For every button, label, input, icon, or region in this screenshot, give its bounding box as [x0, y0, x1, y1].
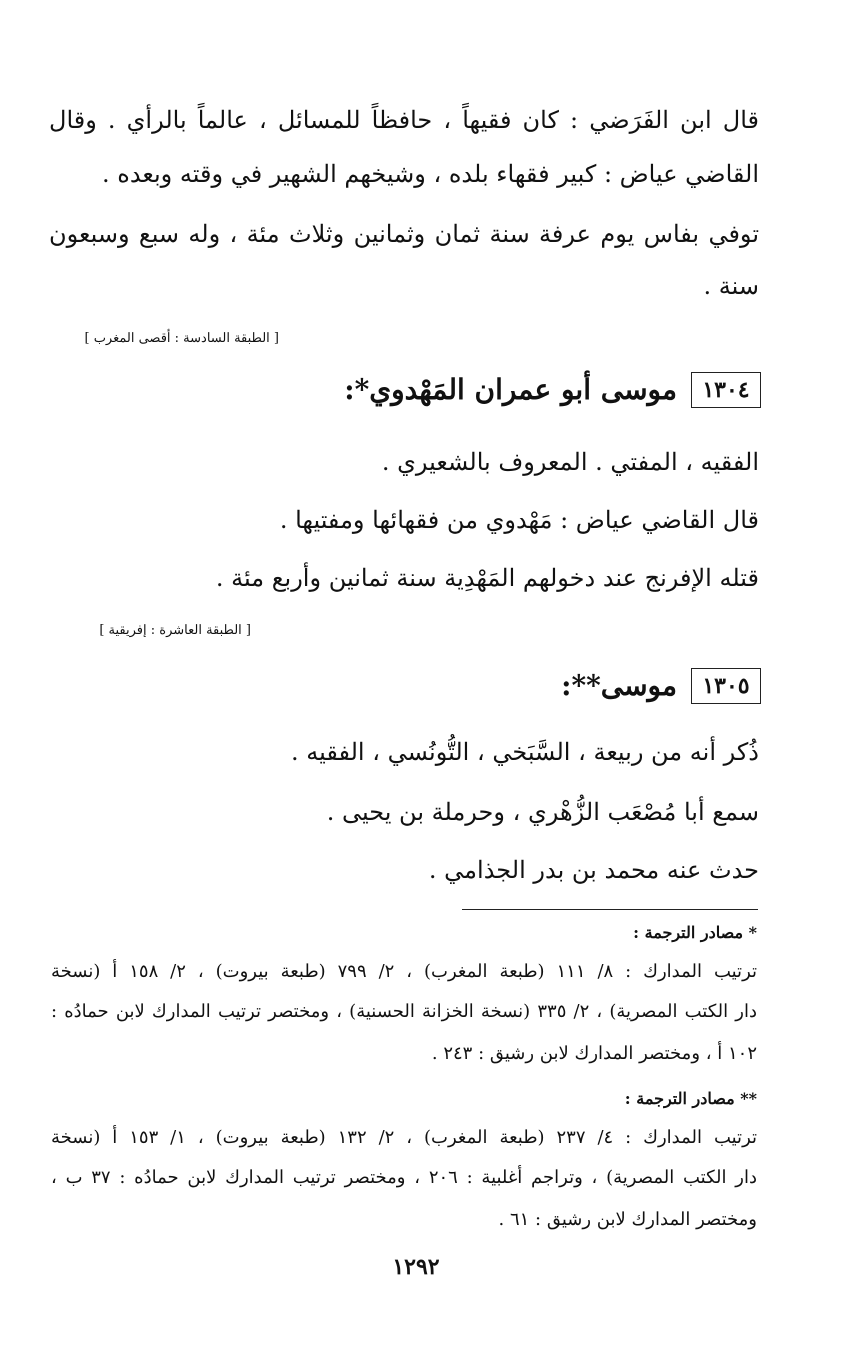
footnote-1-line-1: ترتيب المدارك : ٨/ ١١١ (طبعة المغرب) ، ٢/ ٧٩٩ (طبعة بيروت) ، ٢/ ١٥٨ أ (نسخة [51, 961, 758, 982]
footnote-1-heading: * مصادر الترجمة : [633, 923, 757, 942]
entry-1305-heading [561, 666, 761, 706]
intro-line-3: توفي بفاس يوم عرفة سنة ثمان وثمانين وثلاث مئة ، وله سبع وسبعون [49, 220, 759, 248]
entry-number: ١٣٠٤ [691, 372, 761, 408]
footnote-2-heading: ** مصادر الترجمة : [624, 1089, 757, 1108]
tabaqa-tag-1: [ الطبقة السادسة : أقصى المغرب ] [84, 331, 279, 346]
entry-1304-heading [344, 370, 761, 410]
footnote-2-line-1: ترتيب المدارك : ٤/ ٢٣٧ (طبعة المغرب) ، ٢/ ١٣٢ (طبعة بيروت) ، ١/ ١٥٣ أ (نسخة [51, 1127, 758, 1148]
entry-1305-line-1: ذُكر أنه من ربيعة ، السَّبَخي ، التُّونُسي ، الفقيه . [290, 738, 759, 766]
entry-1304-line-2: قال القاضي عياض : مَهْدوي من فقهائها ومفتيها . [279, 506, 759, 534]
entry-name: موسى أبو عمران المَهْدوي*: [344, 373, 677, 406]
footnote-2-line-2: دار الكتب المصرية) ، وتراجم أغلبية : ٢٠٦ ، ومختصر ترتيب المدارك لابن حمادُه : ٣٧ ب ، [51, 1167, 757, 1188]
footnote-1-line-3: ١٠٢ أ ، ومختصر المدارك لابن رشيق : ٢٤٣ . [431, 1043, 757, 1064]
entry-1305-line-2: سمع أبا مُصْعَب الزُّهْري ، وحرملة بن يحيى . [326, 798, 759, 826]
entry-number: ١٣٠٥ [691, 668, 761, 704]
entry-1304-line-1: الفقيه ، المفتي . المعروف بالشعيري . [381, 448, 759, 476]
entry-name: موسى**: [561, 669, 677, 702]
intro-line-2: القاضي عياض : كبير فقهاء بلده ، وشيخهم الشهير في وقته وبعده . [101, 160, 759, 188]
intro-line-4: سنة . [703, 272, 759, 300]
intro-line-1: قال ابن الفَرَضي : كان فقيهاً ، حافظاً للمسائل ، عالماً بالرأي . وقال [49, 106, 759, 134]
footnote-1-line-2: دار الكتب المصرية) ، ٢/ ٣٣٥ (نسخة الخزانة الحسنية) ، ومختصر ترتيب المدارك لابن حمادُه : [51, 1001, 758, 1022]
footnote-2-line-3: ومختصر المدارك لابن رشيق : ٦١ . [498, 1209, 757, 1230]
footnote-separator [462, 909, 758, 910]
page-number: ١٢٩٢ [392, 1254, 440, 1280]
entry-1305-line-3: حدث عنه محمد بن بدر الجذامي . [428, 856, 759, 884]
tabaqa-tag-2: [ الطبقة العاشرة : إفريقية ] [99, 623, 251, 638]
entry-1304-line-3: قتله الإفرنج عند دخولهم المَهْدِية سنة ثمانين وأربع مئة . [215, 564, 759, 592]
